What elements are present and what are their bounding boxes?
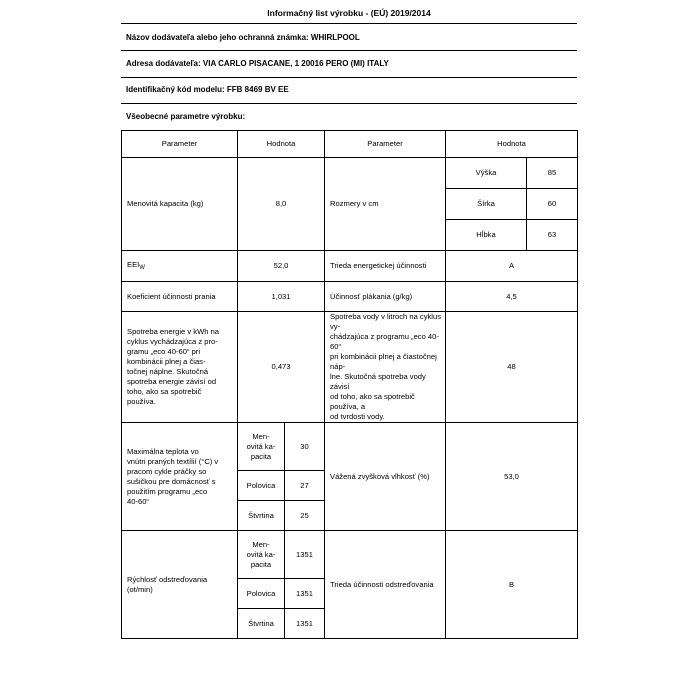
temp-rated-capacity-label (238, 423, 285, 471)
spin-rated-capacity-value: 1351 (285, 531, 325, 579)
spin-class-label: Trieda účinnosti odstreďovania (325, 531, 446, 639)
spin-half-label: Polovica (238, 579, 285, 609)
depth-value: 63 (527, 220, 578, 251)
text-line: pacita (250, 559, 272, 569)
sheet-title: Informačný list výrobku - (EÚ) 2019/2014 (267, 8, 431, 18)
capacity-value: 8,0 (238, 158, 325, 251)
moisture-label: Vážená zvyšková vlhkosť (%) (325, 423, 446, 531)
capacity-label: Menovitá kapacita (kg) (122, 158, 238, 251)
supplier-name: Názov dodávateľa alebo jeho ochranná známka: WHIRLPOOL (126, 33, 360, 42)
product-info-sheet (121, 0, 577, 700)
header-value: Hodnota (238, 131, 325, 158)
general-params-heading: Všeobecné parametre výrobku: (126, 112, 246, 121)
energy-class-value: A (446, 251, 578, 282)
energy-class-label: Trieda energetickej účinnosti (325, 251, 446, 282)
spin-speed-label (122, 531, 238, 639)
spin-quarter-value: 1351 (285, 609, 325, 639)
spin-class-value: B (446, 531, 578, 639)
text-line: ovitá ka- (246, 549, 276, 559)
temp-half-label: Polovica (238, 471, 285, 501)
dimensions-label: Rozmery v cm (325, 158, 446, 251)
height-label: Výška (446, 158, 527, 189)
table-row (122, 282, 578, 312)
divider (121, 23, 577, 24)
text-line: lne. Skutočná spotreba vody závisí (330, 372, 426, 391)
moisture-value: 53,0 (446, 423, 578, 531)
text-line: pacita (250, 451, 272, 461)
energy-consumption-value: 0,473 (238, 312, 325, 423)
table-row (122, 312, 578, 423)
header-parameter: Parameter (122, 131, 238, 158)
text-line: vnútri praných textílií (°C) v (127, 456, 219, 466)
divider (121, 77, 577, 78)
rinse-efficiency-label: Účinnosť plákania (g/kg) (325, 282, 446, 312)
table-row (122, 251, 578, 282)
wash-efficiency-value: 1,031 (238, 282, 325, 312)
text-line: toho, ako sa spotrebič (127, 387, 202, 396)
text-line: Spotreba vody v litroch na cyklus vy- (330, 312, 442, 331)
eei-text: EEI (127, 259, 140, 269)
text-line: Men- (252, 431, 270, 441)
wash-efficiency-label: Koeficient účinnosti prania (122, 282, 238, 312)
model-id: Identifikačný kód modelu: FFB 8469 BV EE (126, 85, 289, 94)
text-line: ovitá ka- (246, 441, 276, 451)
text-line: Maximálna teplota vo (127, 446, 199, 456)
spin-rated-capacity-label (238, 531, 285, 579)
text-line: použitím programu „eco (127, 486, 208, 496)
temp-half-value: 27 (285, 471, 325, 501)
text-line: od tvrdosti vody. (330, 412, 385, 421)
text-line: Men- (252, 539, 270, 549)
divider (121, 50, 577, 51)
depth-label: Hĺbka (446, 220, 527, 251)
header-parameter-2: Parameter (325, 131, 446, 158)
temp-quarter-label: Štvrtina (238, 501, 285, 531)
table-row (122, 531, 578, 579)
text-line: gramu „eco 40-60“ pri (127, 347, 201, 356)
max-temperature-label (122, 423, 238, 531)
height-value: 85 (527, 158, 578, 189)
table-row (122, 158, 578, 189)
table-header-row (122, 131, 578, 158)
divider (121, 103, 577, 104)
energy-consumption-label (122, 312, 238, 423)
width-label: Šírka (446, 189, 527, 220)
eei-value: 52,0 (238, 251, 325, 282)
text-line: spotreba energie závisí od (127, 377, 217, 386)
text-line: cyklus vychádzajúca z pro- (127, 337, 218, 346)
table-row (122, 423, 578, 471)
text-line: pracom cykle práčky so (127, 466, 207, 476)
rinse-efficiency-value: 4,5 (446, 282, 578, 312)
text-line: (ot/min) (127, 584, 153, 594)
eei-subscript: W (139, 264, 145, 271)
spin-quarter-label: Štvrtina (238, 609, 285, 639)
text-line: chádzajúca z programu „eco 40-60“ (330, 332, 439, 351)
spin-half-value: 1351 (285, 579, 325, 609)
text-line: točnej náplne. Skutočná (127, 367, 209, 376)
water-consumption-value: 48 (446, 312, 578, 423)
temp-rated-capacity-value: 30 (285, 423, 325, 471)
text-line: od toho, ako sa spotrebič používa, a (330, 392, 415, 411)
text-line: Spotreba energie v kWh na (127, 327, 220, 336)
text-line: 40-60“ (127, 496, 149, 506)
eei-label (122, 251, 238, 282)
text-line: sušičkou pre domácnosť s (127, 476, 216, 486)
width-value: 60 (527, 189, 578, 220)
header-value-2: Hodnota (446, 131, 578, 158)
text-line: pri kombinácii plnej a čiastočnej náp- (330, 352, 437, 371)
supplier-address: Adresa dodávateľa: VIA CARLO PISACANE, 1 20016 PERO (MI) ITALY (126, 59, 389, 68)
temp-quarter-value: 25 (285, 501, 325, 531)
parameters-table (121, 130, 578, 639)
text-line: kombinácii plnej a čias- (127, 357, 206, 366)
water-consumption-label (325, 312, 446, 423)
text-line: používa. (127, 397, 156, 406)
text-line: Rýchlosť odstreďovania (127, 574, 208, 584)
